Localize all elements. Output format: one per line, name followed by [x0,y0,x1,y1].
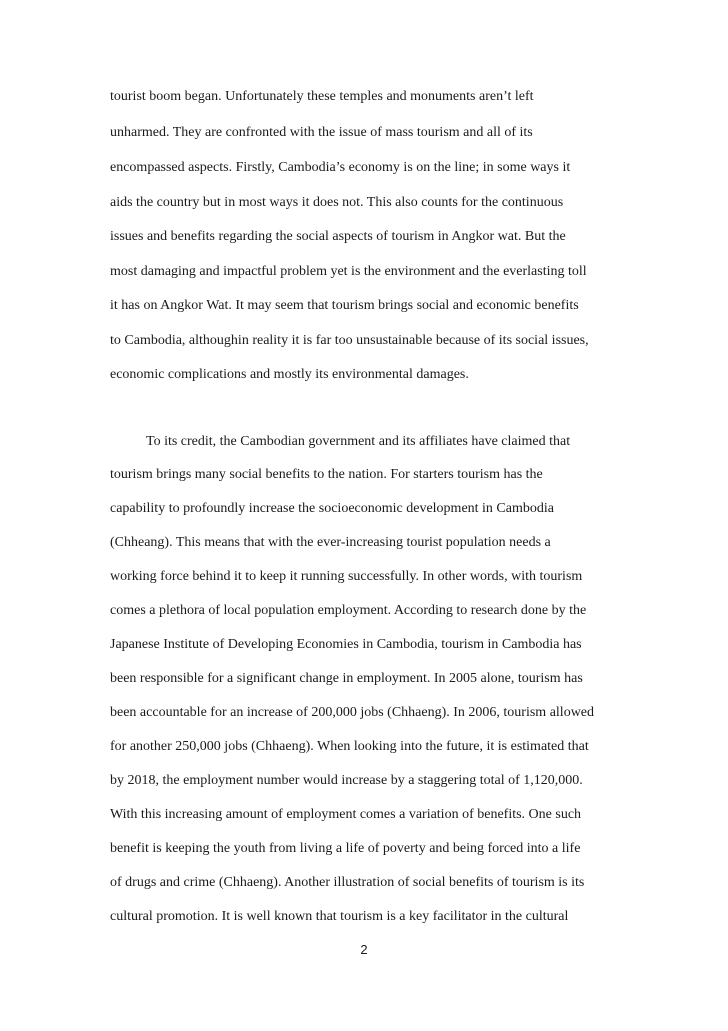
text-line: been responsible for a significant change in employment. In 2005 alone, tourism has [110,671,583,686]
text-line: issues and benefits regarding the social aspects of tourism in Angkor wat. But the [110,229,566,244]
text-line: it has on Angkor Wat. It may seem that tourism brings social and economic benefits [110,298,579,313]
text-line: cultural promotion. It is well known that tourism is a key facilitator in the cultural [110,909,569,924]
text-line: by 2018, the employment number would increase by a staggering total of 1,120,000. [110,773,583,788]
text-line: comes a plethora of local population employment. According to research done by the [110,603,587,618]
text-line: To its credit, the Cambodian government and its affiliates have claimed that [146,434,571,449]
text-line: aids the country but in most ways it does not. This also counts for the continuous [110,195,564,210]
text-line: capability to profoundly increase the socioeconomic development in Cambodia [110,501,554,516]
text-line: been accountable for an increase of 200,000 jobs (Chhaeng). In 2006, tourism allowed [110,705,595,720]
text-line: Japanese Institute of Developing Economies in Cambodia, tourism in Cambodia has [110,637,582,652]
text-line: encompassed aspects. Firstly, Cambodia’s economy is on the line; in some ways it [110,160,571,175]
text-line: unharmed. They are confronted with the issue of mass tourism and all of its [110,125,533,140]
text-line: most damaging and impactful problem yet is the environment and the everlasting toll [110,264,587,279]
text-line: for another 250,000 jobs (Chhaeng). When looking into the future, it is estimated that [110,739,589,754]
text-line: With this increasing amount of employment comes a variation of benefits. One such [110,807,582,822]
text-line: of drugs and crime (Chhaeng). Another illustration of social benefits of tourism is its [110,875,585,890]
page-number: 2 [360,942,368,957]
text-line: economic complications and mostly its environmental damages. [110,367,469,382]
text-line: to Cambodia, althoughin reality it is far too unsustainable because of its social issues, [110,333,589,348]
text-line: working force behind it to keep it running successfully. In other words, with tourism [110,569,583,584]
text-line: (Chheang). This means that with the ever-increasing tourist population needs a [110,535,551,550]
text-line: tourism brings many social benefits to the nation. For starters tourism has the [110,467,543,482]
text-line: benefit is keeping the youth from living a life of poverty and being forced into a life [110,841,581,856]
text-line: tourist boom began. Unfortunately these temples and monuments aren’t left [110,89,534,104]
